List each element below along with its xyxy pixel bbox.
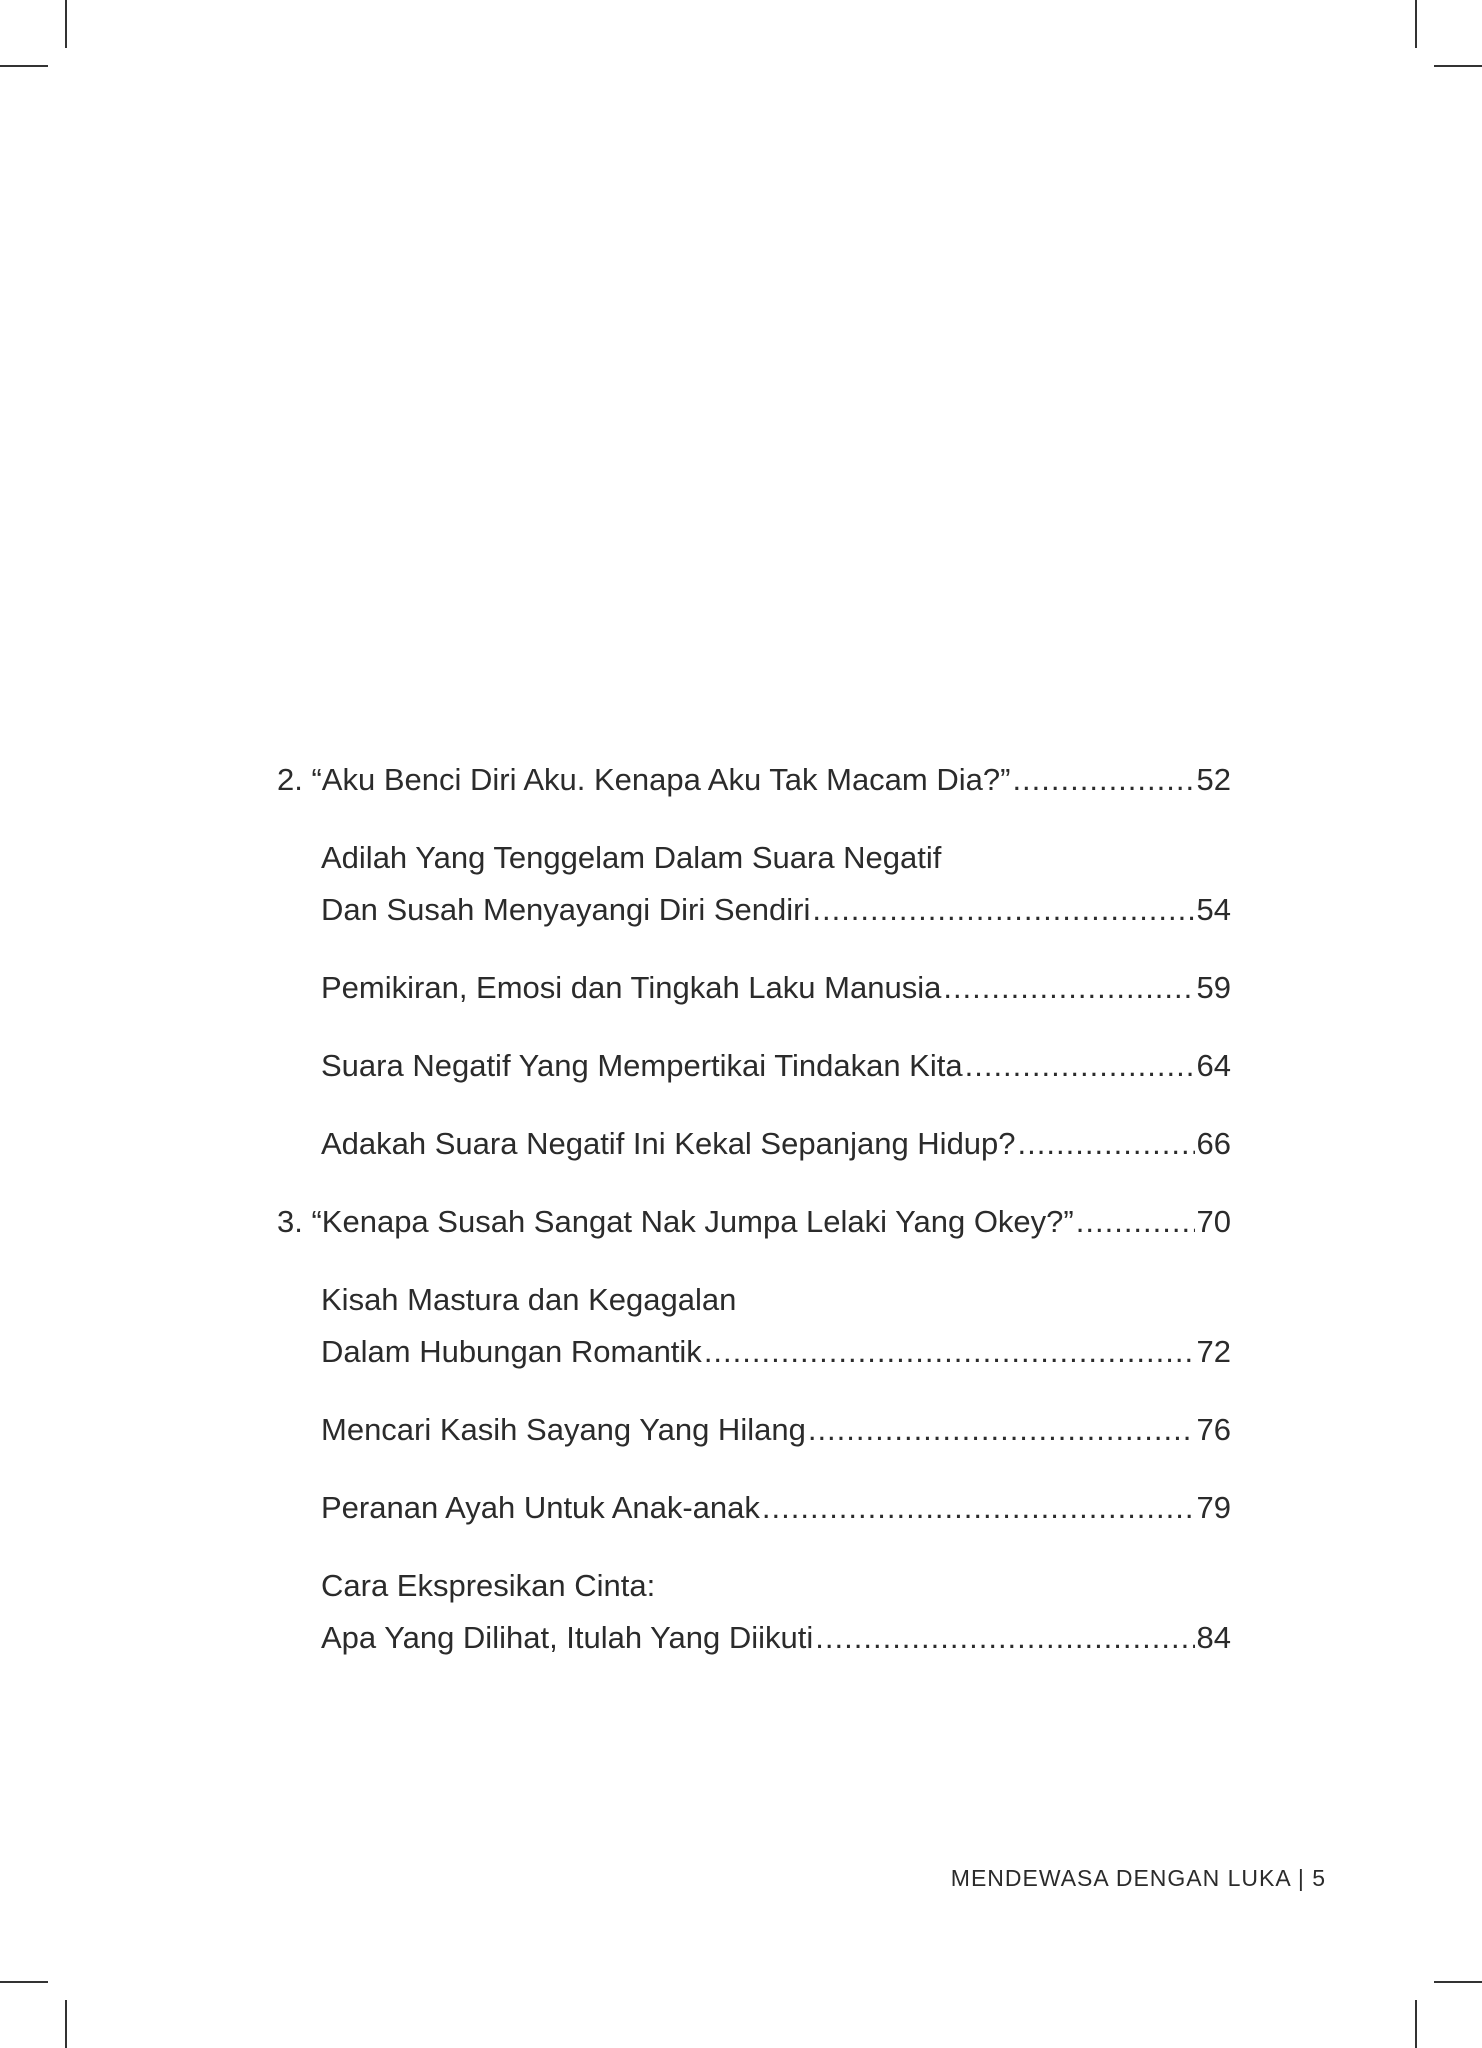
dot-leader [815, 1612, 1194, 1664]
dot-leader [1012, 754, 1194, 806]
toc-page-number: 52 [1196, 762, 1231, 797]
toc-entry-title: Adakah Suara Negatif Ini Kekal Sepanjang Hidup? [321, 1126, 1016, 1161]
crop-mark [1415, 2000, 1417, 2048]
crop-mark [0, 65, 48, 67]
toc-section-entry[interactable] [277, 1274, 1231, 1378]
dot-leader [1018, 1118, 1195, 1170]
toc-entry-title: 3. “Kenapa Susah Sangat Nak Jumpa Lelaki Yang Okey?” [277, 1204, 1074, 1239]
toc-entry-title: Dalam Hubungan Romantik [321, 1334, 702, 1369]
toc-entry-title: Mencari Kasih Sayang Yang Hilang [321, 1412, 806, 1447]
toc-entry-title: 2. “Aku Benci Diri Aku. Kenapa Aku Tak Macam Dia?” [277, 762, 1011, 797]
toc-page-number: 79 [1196, 1490, 1231, 1525]
toc-entry-title: Suara Negatif Yang Mempertikai Tindakan Kita [321, 1048, 963, 1083]
toc-section-entry[interactable] [277, 1040, 1231, 1092]
toc-section-entry[interactable] [277, 832, 1231, 936]
dot-leader [704, 1326, 1195, 1378]
toc-section-entry[interactable] [277, 1560, 1231, 1664]
toc-page-number: 54 [1196, 892, 1231, 927]
crop-mark [65, 0, 67, 48]
crop-mark [1434, 65, 1482, 67]
crop-mark [1434, 1981, 1482, 1983]
dot-leader [1076, 1196, 1195, 1248]
toc-entry-title: Pemikiran, Emosi dan Tingkah Laku Manusia [321, 970, 942, 1005]
crop-mark [65, 2000, 67, 2048]
dot-leader [762, 1482, 1195, 1534]
dot-leader [812, 884, 1194, 936]
toc-page-number: 66 [1196, 1126, 1231, 1161]
toc-entry-title: Apa Yang Dilihat, Itulah Yang Diikuti [321, 1620, 814, 1655]
toc-entry-title-line1: Adilah Yang Tenggelam Dalam Suara Negatif [321, 840, 942, 875]
toc-page-number: 64 [1196, 1048, 1231, 1083]
running-footer: MENDEWASA DENGAN LUKA | 5 [950, 1865, 1326, 1891]
dot-leader [965, 1040, 1195, 1092]
toc-page-number: 84 [1196, 1620, 1231, 1655]
toc-entry-title-line1: Kisah Mastura dan Kegagalan [321, 1282, 737, 1317]
dot-leader [943, 962, 1194, 1014]
crop-mark [1415, 0, 1417, 48]
toc-section-entry[interactable] [277, 962, 1231, 1014]
toc-page-number: 59 [1196, 970, 1231, 1005]
toc-section-entry[interactable] [277, 1118, 1231, 1170]
toc-entry-title: Peranan Ayah Untuk Anak-anak [321, 1490, 760, 1525]
toc-page-number: 72 [1196, 1334, 1231, 1369]
toc-chapter-entry[interactable] [277, 754, 1231, 806]
toc-entry-title: Dan Susah Menyayangi Diri Sendiri [321, 892, 811, 927]
dot-leader [808, 1404, 1195, 1456]
toc-entry-title-line1: Cara Ekspresikan Cinta: [321, 1568, 656, 1603]
toc-chapter-entry[interactable] [277, 1196, 1231, 1248]
table-of-contents [277, 754, 1231, 1690]
toc-page-number: 76 [1196, 1412, 1231, 1447]
toc-page-number: 70 [1196, 1204, 1231, 1239]
toc-section-entry[interactable] [277, 1404, 1231, 1456]
toc-section-entry[interactable] [277, 1482, 1231, 1534]
crop-mark [0, 1981, 48, 1983]
